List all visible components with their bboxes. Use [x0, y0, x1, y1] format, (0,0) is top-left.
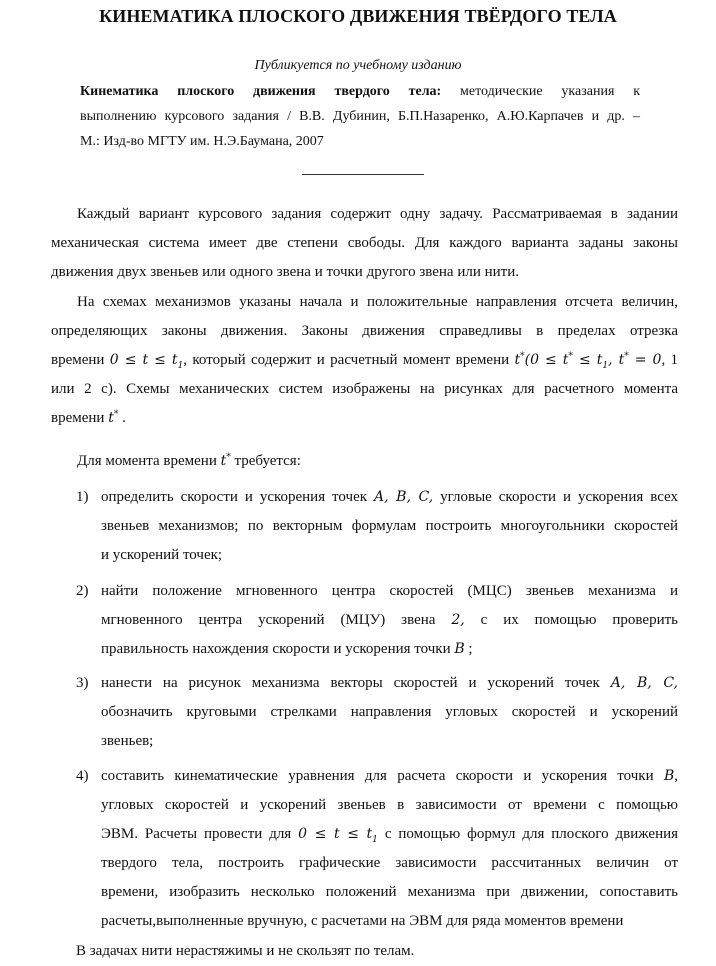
task-list-3 [76, 669, 678, 756]
task-list-4 [76, 762, 678, 936]
paragraph-1-line-1: Каждый вариант курсового задания содержит одну задачу. Рассматриваемая в задании [77, 206, 678, 222]
paragraph-2 [51, 288, 678, 433]
tstar-zero-text: , t [608, 352, 625, 368]
reference-line-3: М.: Изд-во МГТУ им. Н.Э.Баумана, 2007 [80, 134, 324, 149]
text-vremeni-2: времени [51, 410, 105, 426]
t-symbol: t [514, 352, 521, 368]
final-sentence: В задачах нити нерастяжимы и не скользят по телам. [76, 943, 415, 959]
list-item-number: 2) [76, 583, 89, 599]
item-4-line-4: твердого тела, построить графические зависимости рассчитанных величин от [101, 855, 678, 871]
published-note: Публикуется по учебному изданию [254, 58, 462, 73]
item-1-line-2: звеньев механизмов; по векторным формулам построить многоугольники скоростей [101, 518, 678, 534]
t1-sub: 1 [602, 360, 609, 371]
item-3-text-1: нанести на рисунок механизма векторы скоростей и ускорений точек [101, 675, 600, 691]
interval-formula [109, 352, 184, 371]
paragraph-2-line-4: или 2 с). Схемы механических систем изображены на рисунках для расчетного момента [51, 381, 678, 397]
text-for-moment: Для момента времени [77, 453, 217, 469]
bibliographic-reference [80, 79, 640, 154]
text-moment: , который содержит и расчетный момент времени [183, 352, 510, 368]
item-1-line-3: и ускорений точек; [101, 547, 223, 563]
item-1-text-b: угловые скорости и ускорения всех [440, 489, 678, 505]
paragraph-1 [51, 200, 678, 287]
item-4-line-1: составить кинематические уравнения для расчета скорости и ускорения точки B, [101, 768, 678, 784]
item-2-line-1: найти положение мгновенного центра скоростей (МЦС) звеньев механизма и [101, 583, 678, 599]
paragraph-2-line-1: На схемах механизмов указаны начала и положительные направления отсчета величин, [77, 294, 678, 310]
item-4-text-1: составить кинематические уравнения для расчета скорости и ускорения точки [101, 768, 654, 784]
item-4-text-3a: ЭВМ. Расчеты провести для [101, 826, 292, 842]
item-2-text-a: мгновенного центра ускорений (МЦУ) звена [101, 612, 436, 628]
star-sup-5: * [226, 452, 231, 463]
star-sup-4: * [113, 409, 119, 420]
paragraph-3-line [51, 447, 678, 476]
list-item-number: 4) [76, 768, 89, 784]
paragraph-2-line-2: определяющих законы движения. Законы движения справедливы в пределах отрезка [51, 323, 678, 339]
points-abc-2: A, B, C, [610, 675, 678, 691]
item-4-line-3 [101, 820, 678, 849]
item-4-line-5: времени, изобразить несколько положений механизма при движении, сопоставить [101, 884, 678, 900]
tstar-cond2-text: ≤ t [572, 352, 603, 368]
t-symbol-3: t [220, 453, 227, 469]
text-one: , 1 [661, 352, 679, 368]
star-sup: * [520, 351, 525, 362]
item-2-line-2 [101, 606, 678, 635]
link-number: 2, [451, 612, 465, 628]
document-title: КИНЕМАТИКА ПЛОСКОГО ДВИЖЕНИЯ ТВЁРДОГО ТЕЛА [99, 6, 617, 26]
list-item [76, 762, 678, 936]
item-2-line-3: правильность нахождения скорости и ускорения точки B ; [101, 641, 473, 657]
item-2-text-c: с их помощью проверить [480, 612, 679, 628]
item-1-line-1 [101, 483, 678, 512]
star-sup-3: * [624, 351, 629, 362]
point-b: B [454, 641, 465, 657]
task-list [76, 483, 678, 570]
item-3-line-1 [101, 669, 678, 698]
tstar-cond-text: (0 ≤ t [524, 352, 569, 368]
interval-sub-2: 1 [372, 834, 378, 845]
list-item [76, 483, 678, 570]
star-sup-2: * [568, 351, 573, 362]
reference-line-1 [80, 79, 640, 104]
interval-text-2: 0 ≤ t ≤ t [298, 826, 373, 842]
paragraph-2-line-5: времени t* . [51, 409, 126, 426]
separator-rule [302, 174, 424, 175]
paragraph-2-line-3 [51, 346, 678, 375]
tstar-symbol-2 [221, 453, 231, 469]
t-symbol-2: t [108, 410, 114, 426]
item-2-text-3: правильность нахождения скорости и ускорения точки [101, 641, 451, 657]
point-b-2: B [663, 768, 675, 784]
list-item-number: 1) [76, 489, 89, 505]
item-4-line-6: расчеты,выполненные вручную, с расчетами на ЭВМ для ряда моментов времени [101, 913, 624, 929]
paragraph-3 [51, 447, 678, 476]
item-3-line-3: звеньев; [101, 733, 154, 749]
item-4-line-2: угловых скоростей и ускорений звеньев в зависимости от времени с помощью [101, 797, 678, 813]
reference-bold-title: Кинематика плоского движения твердого тела: [80, 84, 442, 99]
item-3-line-2: обозначить круговыми стрелками направления угловых скоростей и ускорений [101, 704, 678, 720]
list-item [76, 669, 678, 756]
interval-sub: 1 [177, 360, 184, 371]
item-4-text-3b: с помощью формул для плоского движения [384, 826, 679, 842]
tstar-symbol [108, 410, 118, 426]
text-vremeni: времени [51, 352, 105, 368]
reference-line-1-rest: методические указания к [460, 84, 640, 99]
reference-line-2: выполнению курсового задания / В.В. Дубинин, Б.П.Назаренко, А.Ю.Карпачев и др. – [80, 109, 640, 124]
list-item [76, 577, 678, 664]
item-1-text-a: определить скорости и ускорения точек [101, 489, 368, 505]
interval-text: 0 ≤ t ≤ t [109, 352, 178, 368]
text-required: требуется: [234, 453, 301, 469]
tstar-formula [514, 351, 662, 371]
points-abc: A, B, C, [373, 489, 434, 505]
paragraph-1-line-3: движения двух звеньев или одного звена и точки другого звена или нити. [51, 264, 520, 280]
interval-formula-2 [298, 826, 378, 845]
list-item-number: 3) [76, 675, 89, 691]
task-list-2 [76, 577, 678, 664]
paragraph-1-line-2: механическая система имеет две степени свободы. Для каждого варианта заданы законы [51, 235, 678, 251]
eq0-text: = 0 [628, 352, 662, 368]
